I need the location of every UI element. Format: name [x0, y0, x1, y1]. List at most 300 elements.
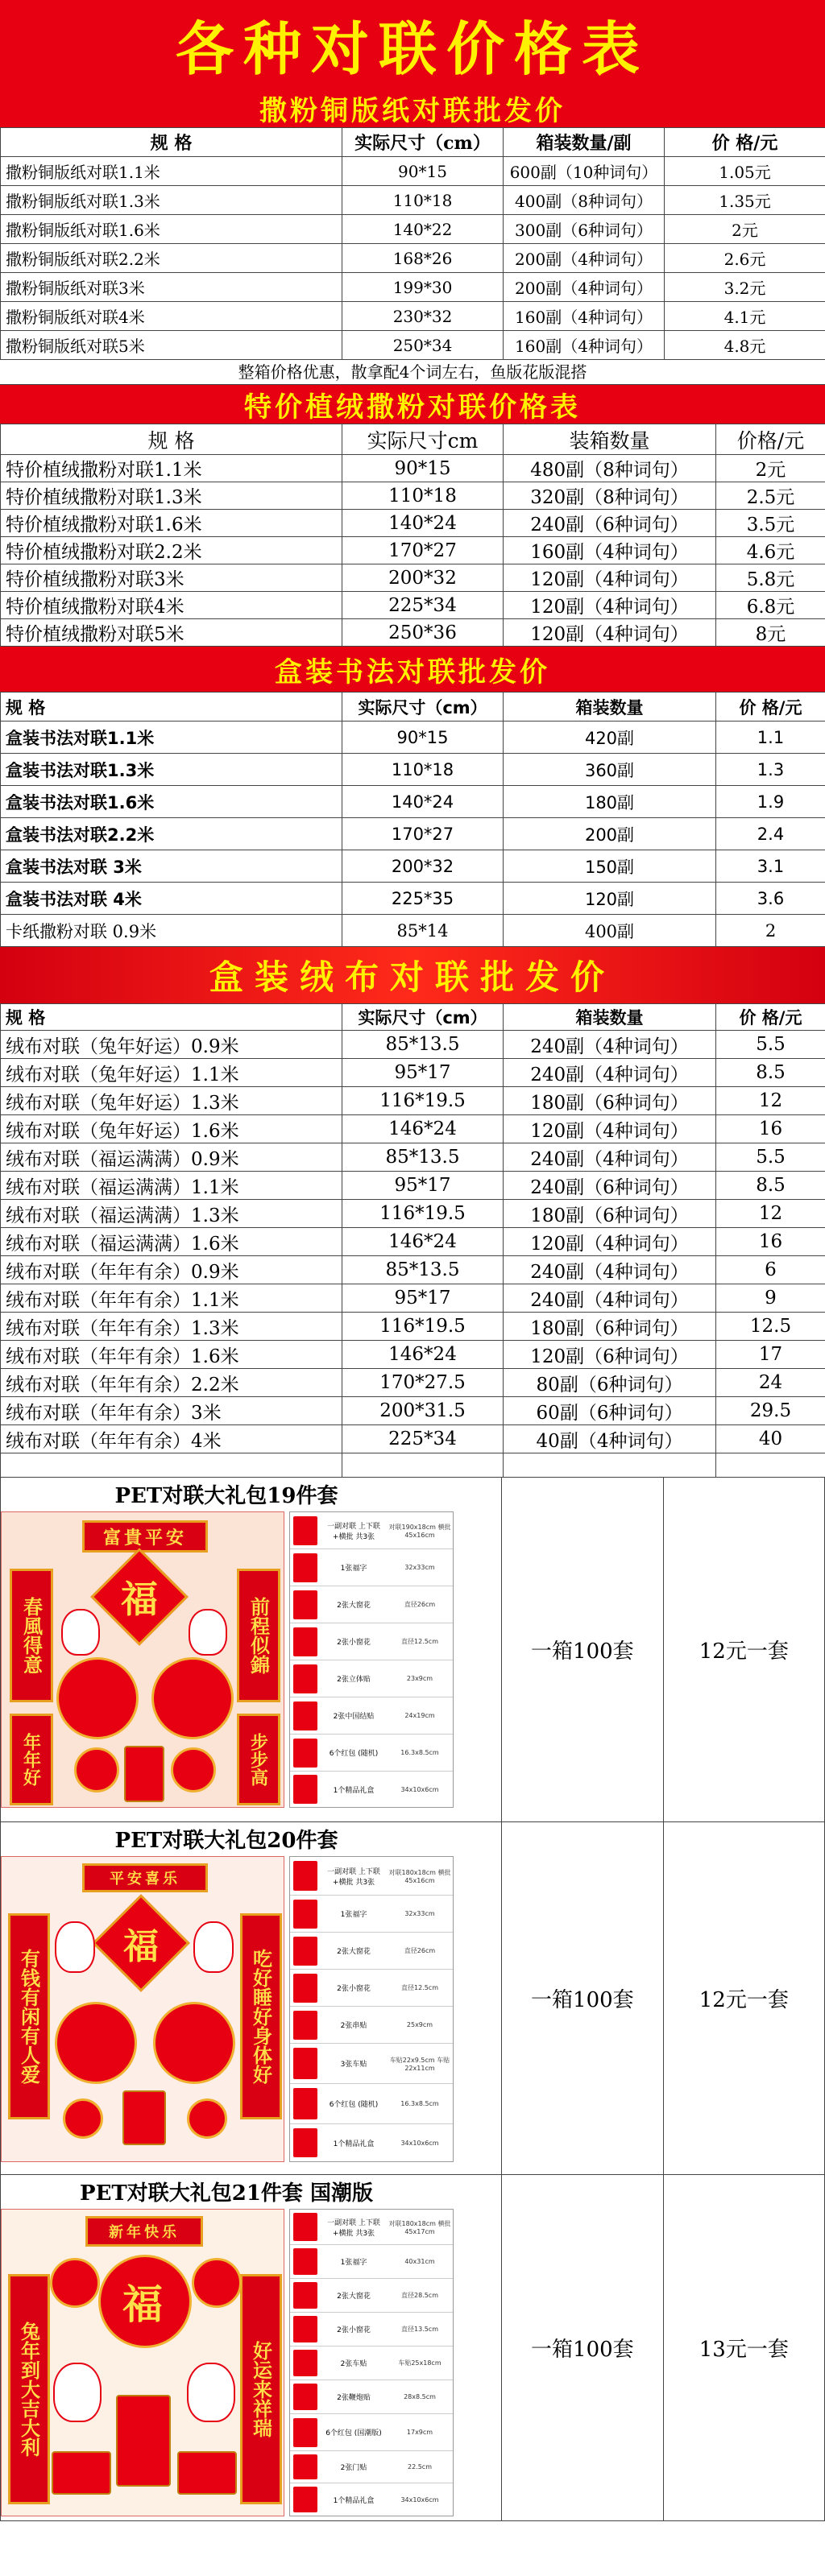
legend-item: 一副对联 上下联+横批 共3张 对联180x18cm 横批45x16cm	[290, 1857, 453, 1896]
cell-qty: 300副（6种词句）	[504, 215, 665, 244]
section-title-2: 特价植绒撒粉对联价格表	[0, 385, 825, 424]
cell-size: 146*24	[342, 1115, 504, 1143]
cell-price: 4.8元	[665, 331, 825, 360]
legend-item: 2张小窗花 直径12.5cm	[290, 1623, 453, 1660]
fu-thumb-icon	[293, 2248, 317, 2275]
cell-size: 146*24	[342, 1228, 504, 1256]
cell-qty: 120副（4种词句）	[504, 619, 716, 647]
cell-price: 2.4	[716, 818, 825, 850]
gift-box-icon	[124, 1746, 164, 1802]
table-row-empty	[1, 1453, 825, 1478]
table-row	[1, 510, 825, 537]
cell-price: 1.1	[716, 722, 825, 754]
fu-character-label: 福	[122, 2280, 163, 2328]
collage-banner: 新年快乐	[85, 2216, 203, 2247]
table-row	[1, 1172, 825, 1200]
gift-box-icon	[116, 2395, 171, 2487]
cell-spec: 绒布对联（兔年好运）1.3米	[1, 1087, 342, 1115]
cell-size: 170*27	[342, 818, 504, 850]
gift-pack-visual	[1, 1856, 501, 2162]
cell-spec: 绒布对联（年年有余）4米	[1, 1425, 342, 1453]
window-flower-icon	[153, 2002, 235, 2084]
small-window-flower-thumb-icon	[293, 2316, 317, 2342]
table-header	[1, 693, 825, 722]
cell-qty: 240副（4种词句）	[504, 1059, 716, 1087]
cell-spec: 盒装书法对联1.1米	[1, 722, 342, 754]
cell-size: 110*18	[342, 754, 504, 786]
table-row	[1, 786, 825, 818]
cell-spec: 特价植绒撒粉对联3米	[1, 564, 342, 592]
legend-item: 1个精品礼盒 34x10x6cm	[290, 1772, 453, 1807]
cell-qty: 400副（8种词句）	[504, 186, 665, 215]
cell-qty: 240副（6种词句）	[504, 510, 716, 537]
cell-size: 90*15	[342, 722, 504, 754]
cell-spec: 绒布对联（兔年好运）1.6米	[1, 1115, 342, 1143]
gift-box-icon	[122, 2090, 166, 2145]
gift-box-thumb-icon	[293, 2128, 317, 2158]
section-title-3: 盒装书法对联批发价	[0, 647, 825, 692]
cell-qty: 240副（4种词句）	[504, 1031, 716, 1059]
small-window-flower-thumb-icon	[293, 1627, 317, 1656]
header-price: 价 格/元	[716, 693, 825, 722]
cell-size: 85*13.5	[342, 1143, 504, 1172]
cell-spec: 绒布对联（年年有余）2.2米	[1, 1369, 342, 1397]
cell-size: 146*24	[342, 1341, 504, 1369]
cell-qty: 180副	[504, 786, 716, 818]
cell-price: 40	[716, 1425, 825, 1453]
cell-size: 168*26	[342, 244, 504, 273]
car-sticker-thumb-icon	[293, 2048, 317, 2079]
cell-spec: 盒装书法对联 4米	[1, 883, 342, 915]
legend-item: 6个红包 (随机) 16.3x8.5cm	[290, 1735, 453, 1772]
collage-banner: 平安喜乐	[82, 1863, 208, 1892]
cell-size: 250*36	[342, 619, 504, 647]
cell-price: 2.5元	[716, 482, 825, 510]
legend-item: 一副对联 上下联+横批 共3张 对联190x18cm 横批45x16cm	[290, 1512, 453, 1549]
cell-size: 95*17	[342, 1284, 504, 1313]
cell-qty: 320副（8种词句）	[504, 482, 716, 510]
legend-item: 1个精品礼盒 34x10x6cm	[290, 2124, 453, 2161]
header-price: 价 格/元	[716, 1004, 825, 1031]
table-row	[1, 455, 825, 482]
cell-spec: 撒粉铜版纸对联5米	[1, 331, 342, 360]
cell-size: 90*15	[342, 455, 504, 482]
cell-spec: 撒粉铜版纸对联1.6米	[1, 215, 342, 244]
table-header	[1, 1004, 825, 1031]
gift-pack-price: 12元一套	[699, 1988, 789, 2012]
rabbit-icon	[53, 2363, 102, 2422]
red-envelope-icon	[52, 2451, 111, 2495]
table-row	[1, 215, 825, 244]
gift-pack-price: 12元一套	[699, 1639, 789, 1664]
fu-thumb-icon	[293, 1900, 317, 1929]
cell-size: 200*32	[342, 564, 504, 592]
cell-size: 200*32	[342, 850, 504, 883]
sticker-thumb-icon	[293, 1664, 317, 1693]
table-row	[1, 302, 825, 331]
cell-spec: 盒装书法对联 3米	[1, 850, 342, 883]
table-row	[1, 1059, 825, 1087]
cell-size: 110*18	[342, 186, 504, 215]
header-qty: 箱装数量	[504, 1004, 716, 1031]
table-row	[1, 1284, 825, 1313]
cell-price: 17	[716, 1341, 825, 1369]
cell-price: 12.5	[716, 1313, 825, 1341]
cell-price: 8.5	[716, 1172, 825, 1200]
cell-size: 250*34	[342, 331, 504, 360]
legend-item: 2张小窗花 直径13.5cm	[290, 2313, 453, 2347]
cell-qty: 120副（6种词句）	[504, 1341, 716, 1369]
gift-pack-19	[0, 1478, 825, 1822]
cell-price: 3.5元	[716, 510, 825, 537]
cell-size: 200*31.5	[342, 1397, 504, 1425]
table-row	[1, 1313, 825, 1341]
cell-size: 95*17	[342, 1172, 504, 1200]
cell-size: 225*34	[342, 592, 504, 619]
gift-pack-box-qty: 一箱100套	[502, 2175, 663, 2520]
cell-qty: 60副（6种词句）	[504, 1397, 716, 1425]
cell-price: 3.1	[716, 850, 825, 883]
cell-price: 12	[716, 1087, 825, 1115]
cell-spec: 盒装书法对联2.2米	[1, 818, 342, 850]
cell-qty: 240副（4种词句）	[504, 1143, 716, 1172]
table-row	[1, 754, 825, 786]
cell-qty: 120副（4种词句）	[504, 1228, 716, 1256]
cell-qty: 200副（4种词句）	[504, 244, 665, 273]
cell-spec: 特价植绒撒粉对联1.6米	[1, 510, 342, 537]
price-table-3	[0, 692, 825, 947]
cell-spec: 绒布对联（福运满满）1.1米	[1, 1172, 342, 1200]
cell-qty: 40副（4种词句）	[504, 1425, 716, 1453]
cell-price: 8.5	[716, 1059, 825, 1087]
small-window-flower-icon	[171, 1747, 216, 1792]
header-price: 价 格/元	[665, 128, 825, 157]
legend-item: 2张大窗花 直径26cm	[290, 1933, 453, 1970]
cell-spec: 特价植绒撒粉对联1.3米	[1, 482, 342, 510]
cell-size: 95*17	[342, 1059, 504, 1087]
table-row	[1, 592, 825, 619]
cell-size: 140*22	[342, 215, 504, 244]
table-row	[1, 883, 825, 915]
cell-spec: 特价植绒撒粉对联5米	[1, 619, 342, 647]
window-flower-icon	[55, 2002, 137, 2084]
cell-spec: 绒布对联（兔年好运）0.9米	[1, 1031, 342, 1059]
couplet-thumb-icon	[293, 2213, 317, 2240]
contents-legend	[289, 2209, 454, 2516]
table-row	[1, 1031, 825, 1059]
header-spec: 规 格	[1, 1004, 342, 1031]
collage-couplet-left: 兔年到大吉大利	[8, 2274, 50, 2504]
header-spec: 规 格	[1, 424, 342, 455]
cell-qty: 120副	[504, 883, 716, 915]
table-row	[1, 818, 825, 850]
cell-qty: 200副（4种词句）	[504, 273, 665, 302]
header-size: 实际尺寸（cm）	[342, 128, 504, 157]
cell-price: 24	[716, 1369, 825, 1397]
header-price: 价格/元	[716, 424, 825, 455]
contents-legend	[289, 1856, 454, 2162]
cell-qty: 80副（6种词句）	[504, 1369, 716, 1397]
cell-qty: 200副	[504, 818, 716, 850]
fu-thumb-icon	[293, 1553, 317, 1582]
gift-pack-title: PET对联大礼包21件套 国潮版	[80, 2181, 373, 2206]
cell-spec: 盒装书法对联1.3米	[1, 754, 342, 786]
table-row	[1, 1143, 825, 1172]
cell-spec: 绒布对联（福运满满）1.6米	[1, 1228, 342, 1256]
couplet-thumb-icon	[293, 1861, 317, 1892]
cell-spec: 卡纸撒粉对联 0.9米	[1, 915, 342, 947]
cell-price: 16	[716, 1115, 825, 1143]
gift-box-thumb-icon	[293, 1775, 317, 1803]
small-window-flower-icon	[50, 2258, 100, 2308]
cell-qty: 400副	[504, 915, 716, 947]
section-note: 整箱价格优惠，散拿配4个词左右，鱼版花版混搭	[0, 360, 825, 385]
page-title: 各种对联价格表	[0, 0, 825, 89]
cell-size: 140*24	[342, 510, 504, 537]
legend-item: 一副对联 上下联+横批 共3张 对联180x18cm 横批45x17cm	[290, 2210, 453, 2245]
rabbit-icon	[61, 1609, 100, 1656]
legend-item: 6个红包 (国潮版) 17x9cm	[290, 2414, 453, 2451]
cell-spec: 盒装书法对联1.6米	[1, 786, 342, 818]
cell-qty: 120副（4种词句）	[504, 564, 716, 592]
table-row	[1, 1369, 825, 1397]
cell-price: 1.05元	[665, 157, 825, 186]
legend-item: 1张福字 40x31cm	[290, 2245, 453, 2279]
table-row	[1, 619, 825, 647]
collage-couplet-right-2: 步步高	[237, 1714, 280, 1805]
window-flower-icon	[151, 1657, 234, 1739]
small-window-flower-icon	[74, 1747, 119, 1792]
legend-item: 2张鞭炮贴 28x8.5cm	[290, 2380, 453, 2414]
table-row	[1, 1425, 825, 1453]
gift-pack-box-qty: 一箱100套	[502, 1478, 663, 1821]
cell-size: 85*13.5	[342, 1256, 504, 1284]
legend-item: 2张大窗花 直径28.5cm	[290, 2279, 453, 2313]
cell-qty: 120副（4种词句）	[504, 592, 716, 619]
table-row	[1, 537, 825, 564]
header-spec: 规 格	[1, 693, 342, 722]
gift-box-thumb-icon	[293, 2487, 317, 2512]
gift-pack-image-cell	[1, 2175, 502, 2520]
legend-item: 2张小窗花 直径12.5cm	[290, 1970, 453, 2007]
gift-pack-image-cell	[1, 1822, 502, 2174]
table-header	[1, 128, 825, 157]
car-sticker-thumb-icon	[293, 2350, 317, 2376]
legend-item: 3张车贴 车贴22x9.5cm 车贴22x11cm	[290, 2044, 453, 2084]
legend-item: 1张福字 32x33cm	[290, 1896, 453, 1933]
cell-size: 116*19.5	[342, 1200, 504, 1228]
gift-pack-20	[0, 1822, 825, 2175]
legend-item: 2张门贴 22.5cm	[290, 2451, 453, 2483]
firecracker-thumb-icon	[293, 2384, 317, 2410]
window-flower-thumb-icon	[293, 1937, 317, 1966]
cell-qty: 180副（6种词句）	[504, 1087, 716, 1115]
red-envelope-icon	[177, 2451, 237, 2495]
cell-size: 90*15	[342, 157, 504, 186]
cell-price: 8元	[716, 619, 825, 647]
collage-couplet-right: 吃好睡好身体好	[240, 1913, 282, 2119]
cell-price: 9	[716, 1284, 825, 1313]
cell-qty: 160副（4种词句）	[504, 537, 716, 564]
header-size: 实际尺寸cm	[342, 424, 504, 455]
cell-spec: 特价植绒撒粉对联2.2米	[1, 537, 342, 564]
cell-spec: 特价植绒撒粉对联1.1米	[1, 455, 342, 482]
table-row	[1, 722, 825, 754]
cell-size: 116*19.5	[342, 1087, 504, 1115]
cell-size: 85*13.5	[342, 1031, 504, 1059]
gift-pack-image-cell	[1, 1478, 502, 1821]
cell-spec: 绒布对联（年年有余）3米	[1, 1397, 342, 1425]
cell-qty: 600副（10种词句）	[504, 157, 665, 186]
small-window-flower-icon	[192, 2258, 242, 2308]
cell-spec: 撒粉铜版纸对联1.1米	[1, 157, 342, 186]
cell-spec: 特价植绒撒粉对联4米	[1, 592, 342, 619]
cell-spec: 绒布对联（年年有余）1.1米	[1, 1284, 342, 1313]
red-envelope-thumb-icon	[293, 2088, 317, 2119]
legend-item: 2张大窗花 直径26cm	[290, 1586, 453, 1623]
cell-spec: 绒布对联（兔年好运）1.1米	[1, 1059, 342, 1087]
window-flower-icon	[56, 1657, 139, 1739]
knot-thumb-icon	[293, 1701, 317, 1730]
cell-size: 140*24	[342, 786, 504, 818]
cell-price: 29.5	[716, 1397, 825, 1425]
cell-qty: 160副（4种词句）	[504, 302, 665, 331]
table-row	[1, 850, 825, 883]
cell-price: 3.6	[716, 883, 825, 915]
legend-item: 2张中国结贴 24x19cm	[290, 1697, 453, 1735]
small-window-flower-thumb-icon	[293, 1974, 317, 2003]
cell-price: 12	[716, 1200, 825, 1228]
cell-price: 4.1元	[665, 302, 825, 331]
sticker-thumb-icon	[293, 2011, 317, 2040]
cell-price: 1.35元	[665, 186, 825, 215]
gift-pack-visual	[1, 1511, 501, 1808]
cell-qty: 150副	[504, 850, 716, 883]
cell-size: 85*14	[342, 915, 504, 947]
cell-qty: 240副（6种词句）	[504, 1172, 716, 1200]
legend-item: 6个红包 (随机) 16.3x8.5cm	[290, 2084, 453, 2124]
cell-spec: 撒粉铜版纸对联1.3米	[1, 186, 342, 215]
cell-qty: 420副	[504, 722, 716, 754]
door-sticker-thumb-icon	[293, 2454, 317, 2479]
table-row	[1, 186, 825, 215]
cell-price: 5.5	[716, 1143, 825, 1172]
cell-spec: 绒布对联（福运满满）1.3米	[1, 1200, 342, 1228]
price-table-4	[0, 1003, 825, 1478]
collage-couplet-left: 春風得意	[10, 1569, 53, 1702]
cell-qty: 480副（8种词句）	[504, 455, 716, 482]
cell-spec: 撒粉铜版纸对联2.2米	[1, 244, 342, 273]
cell-size: 199*30	[342, 273, 504, 302]
table-row	[1, 1397, 825, 1425]
table-row	[1, 157, 825, 186]
legend-item: 2张立体贴 23x9cm	[290, 1660, 453, 1697]
gift-pack-title: PET对联大礼包19件套	[114, 1484, 338, 1508]
cell-qty: 360副	[504, 754, 716, 786]
contents-legend	[289, 1511, 454, 1808]
cell-spec: 绒布对联（福运满满）0.9米	[1, 1143, 342, 1172]
table-header	[1, 424, 825, 455]
table-row	[1, 1228, 825, 1256]
window-flower-thumb-icon	[293, 2282, 317, 2309]
price-table-1	[0, 127, 825, 360]
product-collage	[1, 1511, 284, 1808]
cell-price: 5.8元	[716, 564, 825, 592]
collage-banner: 富貴平安	[82, 1520, 208, 1553]
rabbit-icon	[187, 2363, 235, 2422]
legend-item: 1个精品礼盒 34x10x6cm	[290, 2483, 453, 2516]
table-row	[1, 1115, 825, 1143]
cell-price: 16	[716, 1228, 825, 1256]
cell-qty: 120副（4种词句）	[504, 1115, 716, 1143]
table-row	[1, 273, 825, 302]
small-window-flower-icon	[187, 2098, 227, 2139]
gift-pack-box-qty: 一箱100套	[502, 1822, 663, 2174]
cell-price: 2.6元	[665, 244, 825, 273]
cell-price: 6.8元	[716, 592, 825, 619]
table-row	[1, 1341, 825, 1369]
gift-pack-price: 13元一套	[699, 2338, 789, 2362]
rabbit-icon	[189, 1609, 227, 1656]
cell-size: 230*32	[342, 302, 504, 331]
cell-price: 2	[716, 915, 825, 947]
table-row	[1, 1256, 825, 1284]
table-row	[1, 915, 825, 947]
red-envelope-thumb-icon	[293, 1739, 317, 1768]
cell-spec: 撒粉铜版纸对联4米	[1, 302, 342, 331]
table-row	[1, 244, 825, 273]
cell-spec: 绒布对联（年年有余）1.6米	[1, 1341, 342, 1369]
header-size: 实际尺寸（cm）	[342, 1004, 504, 1031]
collage-couplet-left-2: 年年好	[10, 1714, 53, 1805]
couplet-thumb-icon	[293, 1516, 317, 1545]
header-size: 实际尺寸（cm）	[342, 693, 504, 722]
table-row	[1, 564, 825, 592]
collage-couplet-right: 好运来祥瑞	[240, 2274, 282, 2504]
rabbit-icon	[55, 1921, 95, 1973]
cell-price: 1.3	[716, 754, 825, 786]
cell-price: 2元	[665, 215, 825, 244]
gift-pack-visual	[1, 2209, 501, 2516]
table-row	[1, 1087, 825, 1115]
section-title-1: 撒粉铜版纸对联批发价	[0, 89, 825, 127]
cell-spec: 撒粉铜版纸对联3米	[1, 273, 342, 302]
table-row	[1, 1200, 825, 1228]
cell-price: 1.9	[716, 786, 825, 818]
cell-price: 4.6元	[716, 537, 825, 564]
cell-spec: 绒布对联（年年有余）0.9米	[1, 1256, 342, 1284]
cell-qty: 180副（6种词句）	[504, 1200, 716, 1228]
section-title-4: 盒装绒布对联批发价	[0, 947, 825, 1003]
fu-character-icon: 福	[90, 1548, 189, 1646]
rabbit-icon	[193, 1921, 234, 1973]
legend-item: 2张串贴 25x9cm	[290, 2007, 453, 2044]
cell-qty: 180副（6种词句）	[504, 1313, 716, 1341]
cell-qty: 160副（4种词句）	[504, 331, 665, 360]
header-qty: 箱装数量	[504, 693, 716, 722]
cell-price: 6	[716, 1256, 825, 1284]
header-qty: 箱装数量/副	[504, 128, 665, 157]
product-collage	[1, 2209, 284, 2516]
collage-couplet-right: 前程似錦	[237, 1569, 280, 1702]
cell-qty: 240副（4种词句）	[504, 1256, 716, 1284]
gift-pack-title: PET对联大礼包20件套	[114, 1829, 338, 1853]
cell-size: 225*35	[342, 883, 504, 915]
window-flower-thumb-icon	[293, 1590, 317, 1619]
cell-size: 116*19.5	[342, 1313, 504, 1341]
header-spec: 规 格	[1, 128, 342, 157]
legend-item: 2张车贴 车贴25x18cm	[290, 2347, 453, 2380]
